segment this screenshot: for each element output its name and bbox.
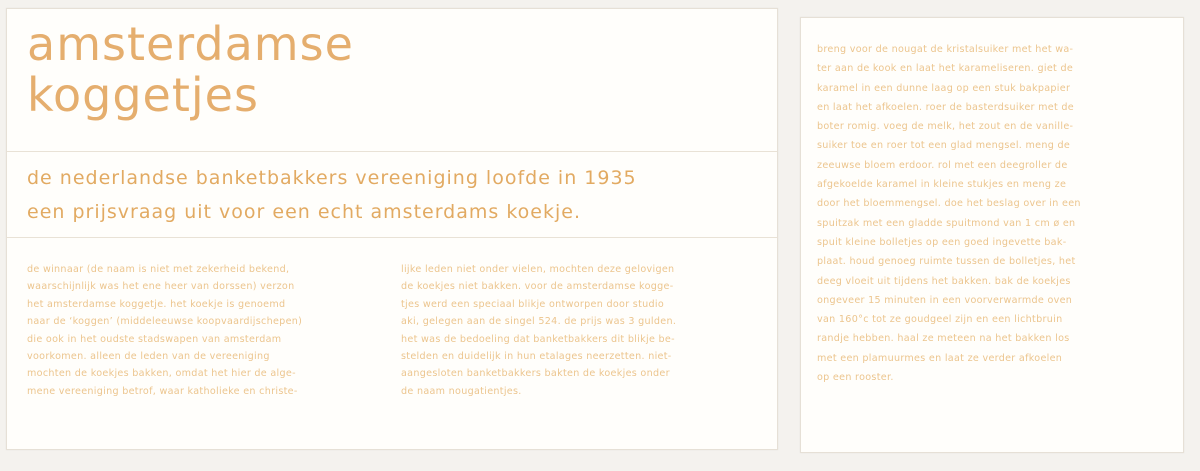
recipe-line: op een rooster.	[817, 372, 894, 384]
body-line: het was de bedoeling dat banketbakkers dit blikje be-	[401, 333, 675, 345]
divider	[7, 151, 777, 152]
recipe-line: ongeveer 15 minuten in een voorverwarmde oven	[817, 294, 1073, 306]
article-title	[27, 19, 354, 121]
body-line: de naam nougatientjes.	[401, 385, 522, 397]
body-line: voorkomen. alleen de leden van de vereeniging	[27, 351, 270, 363]
recipe-line: boter romig. voeg de melk, het zout en de vanille-	[817, 121, 1074, 133]
recipe-line: spuit kleine bolletjes op een goed ingevette bak-	[817, 236, 1067, 248]
body-line: mene vereeniging betrof, waar katholieke en christe-	[27, 385, 298, 397]
body-line: de winnaar (de naam is niet met zekerheid bekend,	[27, 264, 290, 275]
article-intro	[27, 161, 637, 229]
recipe-line: van 160°c tot ze goudgeel zijn en een lichtbruin	[817, 314, 1063, 326]
body-line: stelden en duidelijk in hun etalages neerzetten. niet-	[401, 351, 672, 363]
recipe-line: door het bloemmengsel. doe het beslag over in een	[817, 198, 1081, 210]
recipe-line: zeeuwse bloem erdoor. rol met een deegroller de	[817, 159, 1068, 171]
recipe-line: afgekoelde karamel in kleine stukjes en meng ze	[817, 179, 1067, 191]
article-page-right	[800, 17, 1184, 453]
body-line: die ook in het oudste stadswapen van amsterdam	[27, 333, 282, 345]
recipe-line: suiker toe en roer tot een glad mengsel. meng de	[817, 140, 1071, 152]
body-line: aki, gelegen aan de singel 524. de prijs was 3 gulden.	[401, 316, 677, 328]
body-column-1	[27, 261, 302, 400]
body-line: waarschijnlijk was het ene heer van dorssen) verzon	[27, 281, 295, 293]
recipe-line: breng voor de nougat de kristalsuiker met het wa-	[817, 44, 1074, 55]
body-line: het amsterdamse koggetje. het koekje is genoemd	[27, 298, 286, 310]
divider	[7, 237, 777, 238]
article-page-left	[6, 8, 778, 450]
body-line: aangesloten banketbakkers bakten de koekjes onder	[401, 368, 670, 380]
body-line: lijke leden niet onder vielen, mochten deze gelovigen	[401, 264, 675, 275]
title-line: koggetjes	[27, 68, 259, 122]
body-column-2	[401, 261, 676, 400]
title-line: amsterdamse	[27, 17, 354, 71]
recipe-line: deeg vloeit uit tijdens het bakken. bak de koekjes	[817, 275, 1071, 287]
recipe-line: met een plamuurmes en laat ze verder afkoelen	[817, 352, 1063, 364]
intro-line: een prijsvraag uit voor een echt amsterdams koekje.	[27, 201, 581, 223]
recipe-line: spuitzak met een gladde spuitmond van 1 cm ø en	[817, 217, 1076, 229]
body-line: de koekjes niet bakken. voor de amsterdamse kogge-	[401, 281, 674, 293]
recipe-column	[817, 40, 1081, 387]
recipe-line: ter aan de kook en laat het karameliseren. giet de	[817, 63, 1074, 75]
body-line: naar de ‘koggen’ (middeleeuwse koopvaardijschepen)	[27, 316, 303, 328]
recipe-line: randje hebben. haal ze meteen na het bakken los	[817, 333, 1070, 345]
recipe-line: karamel in een dunne laag op een stuk bakpapier	[817, 82, 1071, 94]
recipe-line: en laat het afkoelen. roer de basterdsuiker met de	[817, 101, 1074, 113]
recipe-line: plaat. houd genoeg ruimte tussen de bolletjes, het	[817, 256, 1076, 268]
body-line: tjes werd een speciaal blikje ontworpen door studio	[401, 298, 665, 310]
intro-line: de nederlandse banketbakkers vereeniging loofde in 1935	[27, 167, 637, 189]
body-line: mochten de koekjes bakken, omdat het hier de alge-	[27, 368, 296, 380]
